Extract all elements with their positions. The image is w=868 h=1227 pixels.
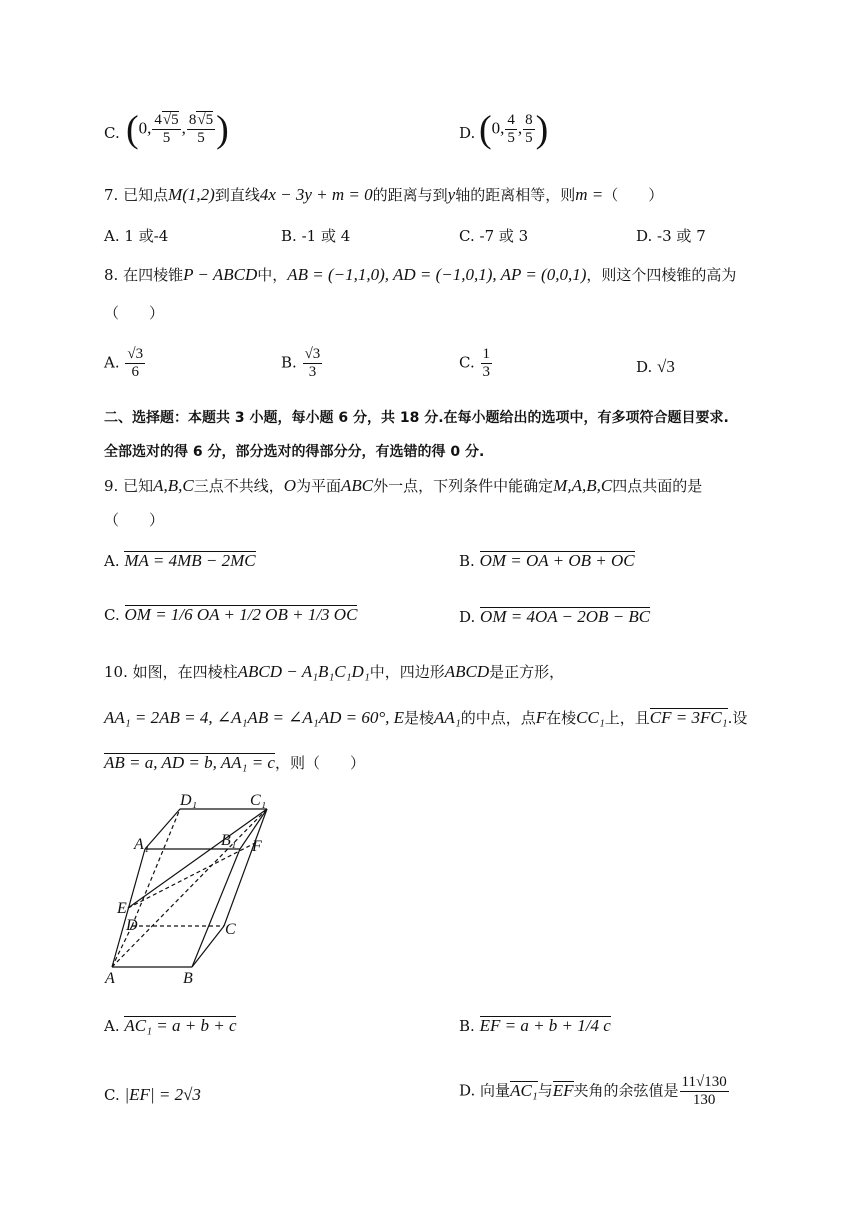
ratio: CF = 3FC₁ [649, 708, 728, 727]
q7-option-d [636, 225, 706, 247]
q8-text: 在四棱锥 [123, 266, 184, 284]
option-text: -3 或 7 [657, 227, 706, 245]
q10-stem-line1 [104, 661, 564, 683]
q6-option-c-expr: (0, $\frac{4√5}{5}$ , $\frac{8√5}{5}$ ) [126, 108, 229, 151]
q8-option-c [459, 346, 493, 390]
q7-stem [104, 184, 663, 206]
option-label: C. [104, 606, 120, 624]
option-label: A. [104, 353, 120, 372]
label-d: D [126, 917, 138, 934]
q7-text: 的距离与到 [372, 186, 448, 204]
option-label: A. [104, 227, 120, 245]
q7-text: 已知点 [123, 186, 169, 204]
points-mabc: M,A,B,C [553, 476, 613, 495]
q10-option-c [104, 1084, 201, 1106]
q7-option-c [459, 225, 528, 247]
question-number: 10. [104, 663, 128, 681]
q9-text: 三点不共线， [193, 477, 284, 495]
label-e: E [117, 900, 127, 917]
edge-cc1: CC₁ [576, 708, 605, 727]
option-text: 与 [537, 1081, 553, 1100]
q9-option-a [104, 550, 256, 572]
option-label: C. [459, 227, 475, 245]
points-abc: A,B,C [153, 476, 194, 495]
pyramid-name: P − ABCD [183, 265, 258, 284]
q10-text: 上，且 [604, 709, 650, 727]
q9-blank: （ ） [104, 511, 165, 529]
vector-defs: AB = (−1,1,0), AD = (−1,0,1), AP = (0,0,1) [287, 265, 587, 284]
option-label: A. [104, 552, 120, 570]
option-text: 夹角的余弦值是 [573, 1081, 679, 1100]
vector-defs: AB = a, AD = b, AA₁ = c [104, 753, 275, 772]
section-heading-line1: 二、选择题：本题共 3 小题，每小题 6 分，共 18 分.在每小题给出的选项中，有多项符合题目要求. [104, 410, 729, 426]
q10-text: ，则（ ） [274, 754, 365, 772]
answer-blank: （ ） [603, 186, 664, 204]
point-m: M(1,2) [168, 185, 215, 204]
option-text: -7 或 3 [479, 227, 529, 245]
prism-figure [100, 785, 290, 990]
q10-text: 如图，在四棱柱 [132, 663, 238, 681]
q10-stem-line3 [104, 752, 365, 774]
prism-name: ABCD − A₁B₁C₁D₁ [237, 662, 370, 681]
q8-text: 中， [257, 266, 288, 284]
q6-option-d [459, 122, 475, 144]
q10-option-a [104, 1015, 236, 1037]
q9-option-d [459, 606, 650, 628]
vector-ac1: AC₁ [510, 1080, 538, 1100]
q9-stem [104, 475, 702, 497]
q7-option-b [281, 225, 350, 247]
q10-option-d [459, 1074, 730, 1118]
option-text: |EF| = 2√3 [124, 1085, 201, 1104]
option-label: B. [459, 552, 475, 570]
q9-text: 外一点，下列条件中能确定 [373, 477, 554, 495]
option-label: B. [281, 227, 297, 245]
option-label: D. [636, 227, 653, 245]
q8-option-d [636, 356, 675, 378]
option-label: D. [636, 358, 653, 376]
option-text: OM = 4OA − 2OB − BC [480, 607, 651, 626]
option-text: MA = 4MB − 2MC [124, 551, 256, 570]
q9-option-c [104, 604, 357, 626]
edge-aa1: AA₁ [434, 708, 461, 727]
option-text: AC₁ = a + b + c [124, 1016, 237, 1035]
q10-text: .设 [727, 709, 748, 727]
fraction-numerator: √3 [304, 346, 321, 362]
label-a1: A₁ [134, 836, 150, 853]
q8-text: ，则这个四棱锥的高为 [586, 266, 737, 284]
fraction-numerator: 11√130 [681, 1074, 727, 1090]
option-text: OM = 1/6 OA + 1/2 OB + 1/3 OC [124, 605, 358, 624]
q6-option-d-expr: (0, $\frac{4}{5}$ , $\frac{8}{5}$ ) [479, 108, 549, 151]
label-b1: B₁ [221, 832, 237, 849]
q10-text: 的中点，点 [460, 709, 536, 727]
option-label: B. [459, 1017, 475, 1035]
option-text: √3 [657, 357, 675, 376]
section-heading-line2: 全部选对的得 6 分，部分选对的得部分分，有选错的得 0 分. [104, 444, 485, 460]
fraction-numerator: 1 [482, 346, 490, 362]
condition: AA₁ = 2AB = 4, ∠A₁AB = ∠A₁AD = 60°, E [104, 708, 405, 727]
vector-ef: EF [552, 1080, 574, 1100]
question-number: 9. [104, 477, 119, 495]
option-label: D. [459, 608, 476, 626]
option-text: OM = OA + OB + OC [479, 551, 635, 570]
q7-text: 轴的距离相等，则 [455, 186, 576, 204]
q8-option-a [104, 346, 146, 390]
option-text: EF = a + b + 1/4 c [479, 1016, 611, 1035]
plane-abc: ABC [341, 476, 374, 495]
label-d1: D₁ [180, 792, 198, 809]
q8-stem [104, 264, 736, 286]
var-m: m = [575, 185, 604, 204]
option-label: D. [459, 124, 476, 142]
line-equation: 4x − 3y + m = 0 [259, 185, 373, 204]
label-c1: C₁ [250, 792, 267, 809]
q10-text: 中，四边形 [369, 663, 445, 681]
option-label: B. [281, 353, 297, 372]
fraction-denominator: 3 [308, 364, 317, 380]
label-a: A [105, 970, 115, 987]
q7-option-a [104, 225, 168, 247]
label-b: B [183, 970, 193, 987]
q7-text: 到直线 [214, 186, 260, 204]
q10-stem-line2 [104, 707, 747, 729]
q9-text: 四点共面的是 [612, 477, 703, 495]
q9-text: 为平面 [296, 477, 342, 495]
option-label: C. [104, 124, 120, 142]
question-number: 8. [104, 266, 119, 284]
label-f: F [252, 838, 262, 855]
question-number: 7. [104, 186, 119, 204]
fraction-denominator: 130 [692, 1092, 716, 1108]
axis-name: y [447, 185, 456, 204]
q8-blank: （ ） [104, 304, 165, 322]
option-label: C. [104, 1086, 120, 1104]
q10-text: 是正方形， [489, 663, 565, 681]
q8-option-b [281, 346, 323, 390]
q10-text: 在棱 [546, 709, 577, 727]
q10-text: 是棱 [404, 709, 435, 727]
q9-option-b [459, 550, 635, 572]
q6-option-c [104, 122, 120, 144]
option-text: 向量 [480, 1081, 511, 1100]
q10-option-b [459, 1015, 611, 1037]
point-f: F [535, 708, 547, 727]
option-label: C. [459, 353, 475, 372]
square-name: ABCD [444, 662, 490, 681]
fraction-denominator: 3 [482, 364, 490, 380]
q9-text: 已知 [123, 477, 154, 495]
fraction-numerator: √3 [127, 346, 144, 362]
label-c: C [225, 921, 236, 938]
option-label: D. [459, 1081, 476, 1100]
point-o: O [283, 476, 297, 495]
option-label: A. [104, 1017, 120, 1035]
fraction-denominator: 6 [131, 364, 139, 380]
option-text: 1 或-4 [124, 227, 169, 245]
option-text: -1 或 4 [301, 227, 351, 245]
